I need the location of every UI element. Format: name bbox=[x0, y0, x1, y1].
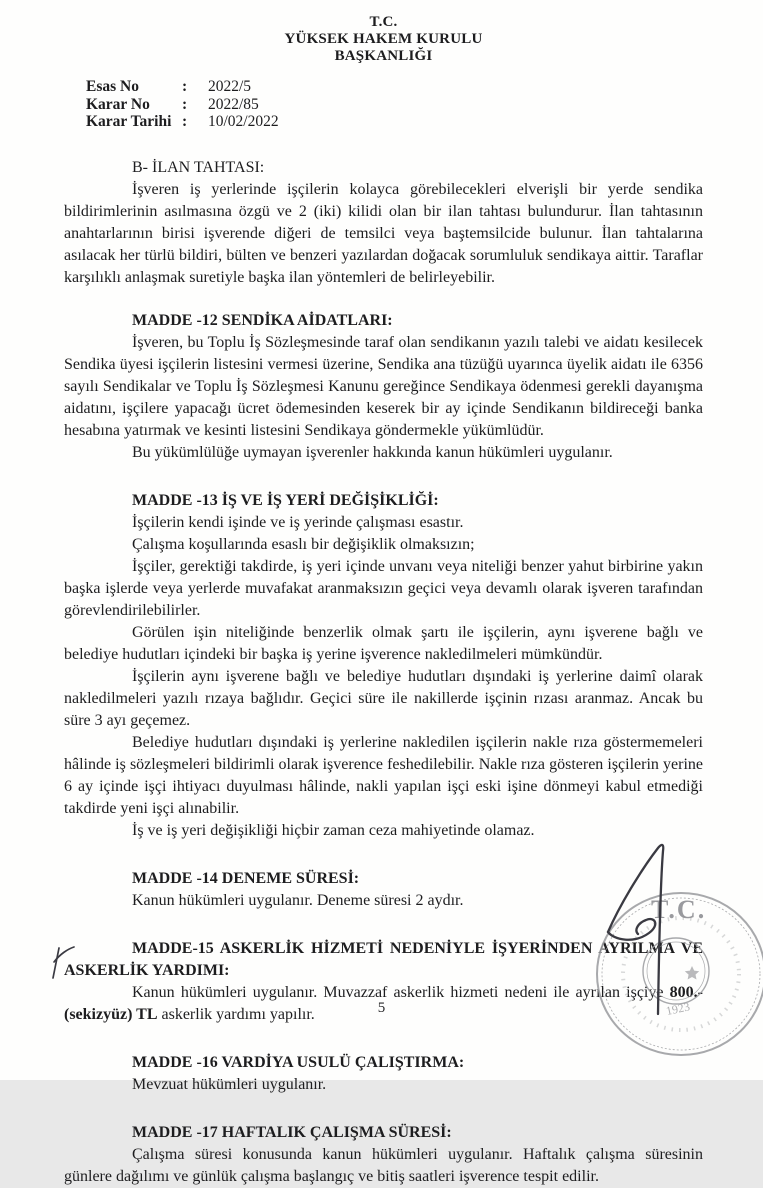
amount-words: (sekizyüz) TL bbox=[64, 1005, 158, 1023]
stamp-year-label: 1923 bbox=[664, 999, 692, 1019]
section-heading-madde-15: MADDE-15 ASKERLİK HİZMETİ NEDENİYLE İŞYERİNDEN AYRILMA VE ASKERLİK YARDIMI: bbox=[64, 939, 703, 979]
meta-row-karar-no bbox=[86, 96, 703, 114]
text-run: Kanun hükümleri uygulanır. Muvazzaf askerlik hizmeti nedeni ile ayrılan işçiye bbox=[132, 983, 670, 1001]
official-stamp-and-signature bbox=[588, 828, 763, 1080]
paragraph: İşçiler, gerektiği takdirde, iş yeri içinde unvanı veya niteliği benzer yahut birbirine yakın başka işlerde veya yerlerde muvafakat aranmaksızın geçici veya devamlı olarak işveren tarafından görevlendirilebilirler. bbox=[64, 557, 703, 619]
header-unit: BAŞKANLIĞI bbox=[334, 48, 433, 64]
paragraph: İşveren iş yerlerinde işçilerin kolayca görebilecekleri elverişli bir yerde sendika bildirimlerinin asılmasına özgü ve 2 (iki) kilidi olan bir ilan tahtası bulundurur. İlan tahtasının anahtarlarının birisi işverende diğeri de temsilci veya baştemsilcide bulunur. İlan tahtalarına asılacak her türlü bildiri, bülten ve benzeri yazılardan doğacak sorumluluk sendikaya aittir. Taraflar karşılıklı anlaşmak suretiyle başka ilan yöntemleri de belirleyebilir. bbox=[64, 180, 703, 286]
paragraph: Görülen işin niteliğinde benzerlik olmak şartı ile işçilerin, aynı işverene bağlı ve belediye hudutları içindeki bir başka iş yerine işverence nakledilmeleri mümkündür. bbox=[64, 623, 703, 663]
paragraph: Çalışma koşullarında esaslı bir değişiklik olmaksızın; bbox=[132, 535, 475, 553]
page-number: 5 bbox=[377, 1000, 386, 1016]
section-heading-ilan-tahtasi: B- İLAN TAHTASI: bbox=[132, 158, 265, 176]
meta-row-karar-tarihi bbox=[86, 113, 703, 131]
section-heading-madde-14: MADDE -14 DENEME SÜRESİ: bbox=[132, 869, 360, 887]
handwritten-signature bbox=[608, 845, 663, 1014]
paragraph: Kanun hükümleri uygulanır. Deneme süresi 2 aydır. bbox=[132, 891, 464, 909]
amount-numeric: 800.- bbox=[669, 983, 703, 1001]
case-meta bbox=[86, 78, 703, 131]
section-heading-madde-13: MADDE -13 İŞ VE İŞ YERİ DEĞİŞİKLİĞİ: bbox=[132, 491, 439, 509]
meta-row-esas-no bbox=[86, 78, 703, 96]
section-heading-madde-17: MADDE -17 HAFTALIK ÇALIŞMA SÜRESİ: bbox=[132, 1123, 452, 1141]
paragraph: Mevzuat hükümleri uygulanır. bbox=[132, 1075, 327, 1093]
paragraph: İş ve iş yeri değişikliği hiçbir zaman ceza mahiyetinde olamaz. bbox=[132, 821, 535, 839]
paragraph: İşçilerin kendi işinde ve iş yerinde çalışması esastır. bbox=[132, 513, 464, 531]
meta-separator: : bbox=[182, 78, 188, 95]
text-run: askerlik yardımı yapılır. bbox=[157, 1005, 315, 1023]
section-heading-madde-12: MADDE -12 SENDİKA AİDATLARI: bbox=[132, 311, 393, 329]
meta-separator: : bbox=[182, 95, 188, 113]
paragraph: Bu yükümlülüğe uymayan işverenler hakkında kanun hükümleri uygulanır. bbox=[132, 443, 613, 461]
meta-separator: : bbox=[182, 113, 188, 130]
paragraph: Çalışma süresi konusunda kanun hükümleri uygulanır. Haftalık çalışma süresinin günlere dağılımı ve günlük çalışma başlangıç ve bitiş saatleri işverence tespit edilir. bbox=[64, 1145, 703, 1185]
paraph-mark bbox=[38, 938, 82, 986]
paragraph: İşveren, bu Toplu İş Sözleşmesinde taraf olan sendikanın yazılı talebi ve aidatı kesilecek Sendika üyesi işçilerin listesini vermesi üzerine, Sendika ana tüzüğü uyarınca üyelik aidatı ile 6356 sayılı Sendikalar ve Toplu İş Sözleşmesi Kanunu gereğince Sendikaya ödenmesi gerekli dayanışma aidatını, işçilere yapacağı ücret ödemesinden keserek bir ay içinde Sendikanın bildireceği banka hesabına yatırmak ve kesinti listesini Sendikaya göndermekle yükümlüdür. bbox=[64, 333, 703, 439]
stamp-tc-label: T.C. bbox=[651, 895, 707, 924]
meta-label: Esas No bbox=[86, 78, 139, 95]
doc-header bbox=[64, 14, 703, 65]
meta-value: 10/02/2022 bbox=[208, 113, 279, 130]
section-heading-madde-16: MADDE -16 VARDİYA USULÜ ÇALIŞTIRMA: bbox=[132, 1053, 465, 1071]
meta-label: Karar Tarihi bbox=[86, 113, 172, 130]
meta-value: 2022/5 bbox=[208, 78, 252, 95]
header-tc: T.C. bbox=[369, 14, 398, 30]
paragraph: İşçilerin aynı işverene bağlı ve belediye hudutları dışındaki iş yerlerine daimî olarak nakledilmeleri yazılı rızaya bağlıdır. Geçici süre ile nakillerde işçinin rızası aranmaz. Ancak bu süre 3 ayı geçemez. bbox=[64, 667, 703, 729]
paragraph: Belediye hudutları dışındaki iş yerlerine nakledilen işçilerin nakle rıza göstermemeleri hâlinde iş sözleşmeleri bildirimli olarak işverence feshedilebilir. Nakle rıza gösteren işçilerin yerine 6 ay içinde işçi ihtiyacı duyulması hâlinde, nakli yapılan işçi eski işine dönmeyi kabul etmediği takdirde yeni işçi alınabilir. bbox=[64, 733, 703, 817]
header-org: YÜKSEK HAKEM KURULU bbox=[284, 31, 483, 47]
meta-value: 2022/85 bbox=[208, 95, 259, 113]
meta-label: Karar No bbox=[86, 95, 150, 113]
